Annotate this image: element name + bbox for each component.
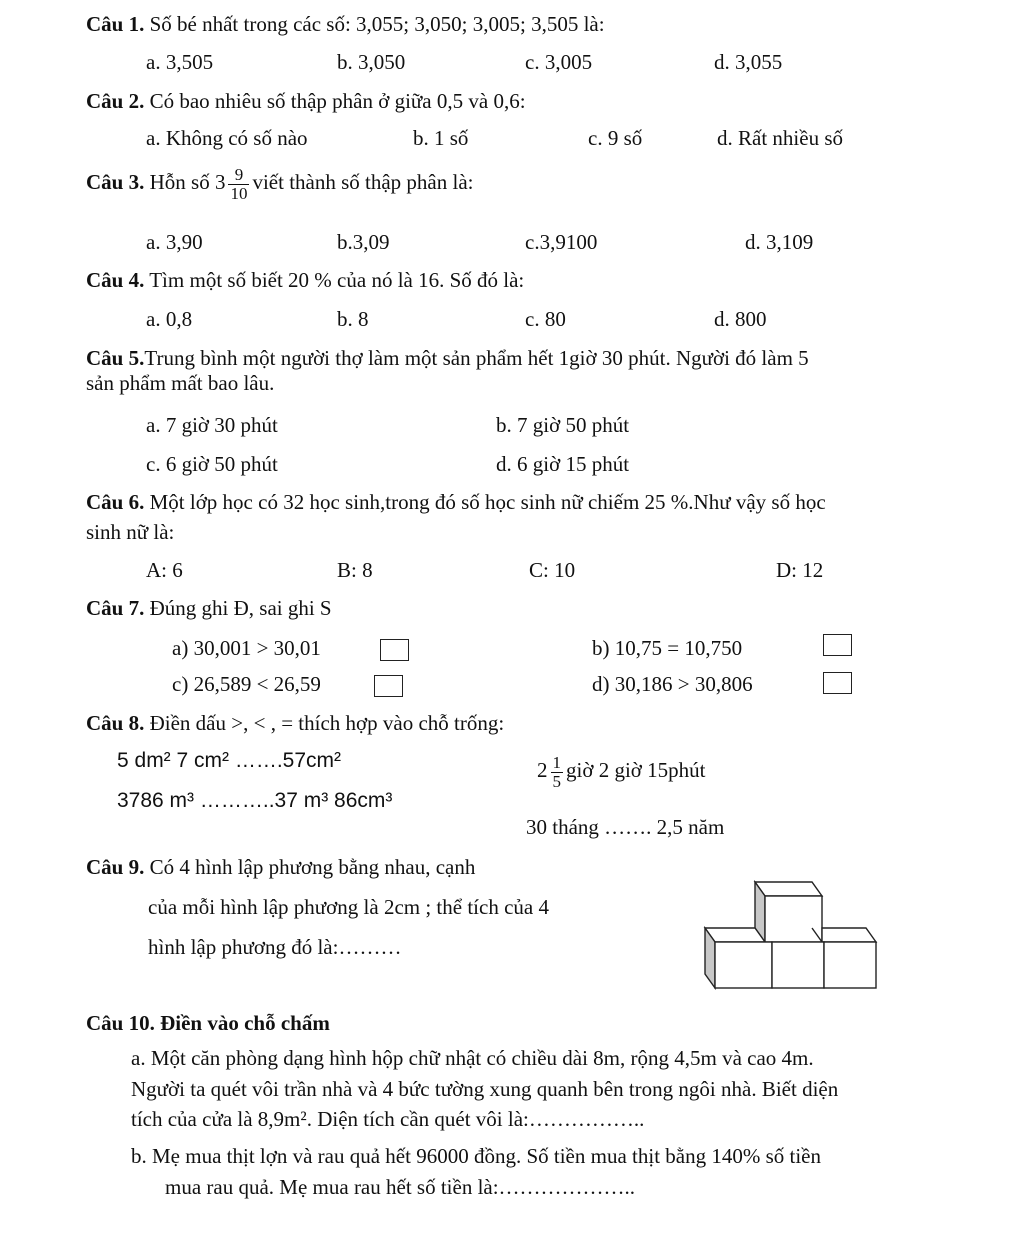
- question-9-line1: Có 4 hình lập phương bằng nhau, cạnh: [149, 855, 476, 879]
- q3-option-c[interactable]: c.3,9100: [525, 230, 598, 254]
- question-10-label: Câu 10. Điền vào chỗ chấm: [86, 1011, 330, 1035]
- question-4-label: Câu 4.: [86, 268, 145, 292]
- fraction-denominator: 10: [230, 183, 248, 203]
- q4-option-c[interactable]: c. 80: [525, 307, 566, 331]
- q3-option-b[interactable]: b.3,09: [337, 230, 390, 254]
- question-3-stem: [86, 166, 474, 203]
- q3-option-a[interactable]: a. 3,90: [146, 230, 203, 254]
- q2-option-a[interactable]: a. Không có số nào: [146, 126, 308, 150]
- q4-option-b[interactable]: b. 8: [337, 307, 369, 331]
- mixed-fraction: [551, 754, 564, 791]
- q6-option-a[interactable]: A: 6: [146, 558, 183, 582]
- q10a-line1: a. Một căn phòng dạng hình hộp chữ nhật có chiều dài 8m, rộng 4,5m và cao 4m.: [131, 1046, 814, 1070]
- mixed-fraction-numerator: 1: [552, 753, 561, 772]
- question-5-label: Câu 5.: [86, 346, 145, 370]
- question-1-label: Câu 1.: [86, 12, 145, 36]
- question-1-text: Số bé nhất trong các số: 3,055; 3,050; 3,005; 3,505 là:: [149, 12, 605, 36]
- question-5-text-line1: Trung bình một người thợ làm một sản phẩm hết 1giờ 30 phút. Người đó làm 5: [144, 346, 809, 370]
- q7-item-b: b) 10,75 = 10,750: [592, 636, 743, 660]
- question-5-stem: [86, 346, 809, 370]
- question-7-stem: [86, 596, 332, 620]
- question-6-label: Câu 6.: [86, 490, 145, 514]
- question-1-stem: [86, 12, 605, 36]
- mixed-fraction-denominator: 5: [552, 771, 561, 791]
- question-5-text-line2: sản phẩm mất bao lâu.: [86, 371, 275, 395]
- q10a-line2: Người ta quét vôi trần nhà và 4 bức tường xung quanh bên trong ngôi nhà. Biết diện: [131, 1077, 839, 1101]
- q6-option-d[interactable]: D: 12: [776, 558, 824, 582]
- bottom-cube-3-front-face: [824, 942, 876, 988]
- question-4-text: Tìm một số biết 20 % của nó là 16. Số đó là:: [149, 268, 525, 292]
- q1-option-a[interactable]: a. 3,505: [146, 50, 214, 74]
- q5-option-d[interactable]: d. 6 giờ 15 phút: [496, 452, 630, 476]
- bottom-cube-2-front-face: [772, 942, 824, 988]
- q8-item-3[interactable]: [537, 754, 705, 791]
- q8-item-4[interactable]: 30 tháng ……. 2,5 năm: [526, 815, 725, 839]
- question-7-label: Câu 7.: [86, 596, 145, 620]
- question-3-text-before: Hỗn số 3: [149, 170, 226, 195]
- q4-option-a[interactable]: a. 0,8: [146, 307, 193, 331]
- q7-item-d: d) 30,186 > 30,806: [592, 672, 753, 696]
- q7-answer-box-c[interactable]: [374, 672, 403, 697]
- q2-option-d[interactable]: d. Rất nhiều số: [717, 126, 843, 150]
- question-6-text-line2: sinh nữ là:: [86, 520, 175, 544]
- q1-option-d[interactable]: d. 3,055: [714, 50, 783, 74]
- question-10-title: [86, 1011, 330, 1035]
- q10b-line2[interactable]: mua rau quả. Mẹ mua rau hết số tiền là:………………..: [165, 1175, 636, 1199]
- q8-item-1[interactable]: 5 dm² 7 cm² …….57cm²: [117, 749, 342, 772]
- q7-item-c: c) 26,589 < 26,59: [172, 672, 321, 696]
- mixed-whole: 2: [537, 758, 548, 783]
- q7-item-a: a) 30,001 > 30,01: [172, 636, 321, 660]
- question-2-label: Câu 2.: [86, 89, 145, 113]
- question-2-stem: [86, 89, 526, 113]
- cubes-illustration: [700, 876, 882, 994]
- q6-option-c[interactable]: C: 10: [529, 558, 576, 582]
- bottom-cube-1-front-face: [715, 942, 772, 988]
- q8-item-2[interactable]: 3786 m³ ………..37 m³ 86cm³: [117, 789, 393, 812]
- question-7-text: Đúng ghi Đ, sai ghi S: [149, 596, 332, 620]
- question-9-line3[interactable]: hình lập phương đó là:………: [148, 935, 402, 959]
- question-2-text: Có bao nhiêu số thập phân ở giữa 0,5 và 0,6:: [149, 89, 526, 113]
- q5-option-a[interactable]: a. 7 giờ 30 phút: [146, 413, 278, 437]
- q7-answer-box-a[interactable]: [380, 636, 409, 661]
- q3-option-d[interactable]: d. 3,109: [745, 230, 814, 254]
- top-cube-front-face: [765, 896, 822, 942]
- q4-option-d[interactable]: d. 800: [714, 307, 767, 331]
- question-3-text-after: viết thành số thập phân là:: [252, 170, 474, 195]
- question-8-stem: [86, 711, 504, 735]
- top-cube-top-face: [755, 882, 822, 896]
- q10a-line3[interactable]: tích của cửa là 8,9m². Diện tích cần quét vôi là:……………..: [131, 1107, 645, 1131]
- question-9-stem: [86, 855, 475, 879]
- question-8-label: Câu 8.: [86, 711, 145, 735]
- q7-answer-box-d[interactable]: [823, 669, 852, 694]
- question-3-label: Câu 3.: [86, 170, 145, 195]
- q7-answer-box-b[interactable]: [823, 631, 852, 656]
- q2-option-c[interactable]: c. 9 số: [588, 126, 643, 150]
- question-4-stem: [86, 268, 524, 292]
- question-9-label: Câu 9.: [86, 855, 145, 879]
- question-9-line2: của mỗi hình lập phương là 2cm ; thể tích của 4: [148, 895, 549, 919]
- fraction-numerator: 9: [228, 166, 249, 185]
- q5-option-c[interactable]: c. 6 giờ 50 phút: [146, 452, 278, 476]
- q6-option-b[interactable]: B: 8: [337, 558, 373, 582]
- bottom-right-cube-top-face: [822, 928, 876, 942]
- q1-option-c[interactable]: c. 3,005: [525, 50, 593, 74]
- q2-option-b[interactable]: b. 1 số: [413, 126, 469, 150]
- mixed-number-fraction: [228, 166, 249, 203]
- question-8-text: Điền dấu >, < , = thích hợp vào chỗ trống:: [149, 711, 505, 735]
- question-6-stem: [86, 490, 826, 514]
- q10b-line1: b. Mẹ mua thịt lợn và rau quả hết 96000 đồng. Số tiền mua thịt bằng 140% số tiền: [131, 1144, 822, 1168]
- q1-option-b[interactable]: b. 3,050: [337, 50, 406, 74]
- q8-item-3-text: giờ 2 giờ 15phút: [566, 758, 706, 783]
- question-6-text-line1: Một lớp học có 32 học sinh,trong đó số học sinh nữ chiếm 25 %.Như vậy số học: [149, 490, 826, 514]
- q5-option-b[interactable]: b. 7 giờ 50 phút: [496, 413, 630, 437]
